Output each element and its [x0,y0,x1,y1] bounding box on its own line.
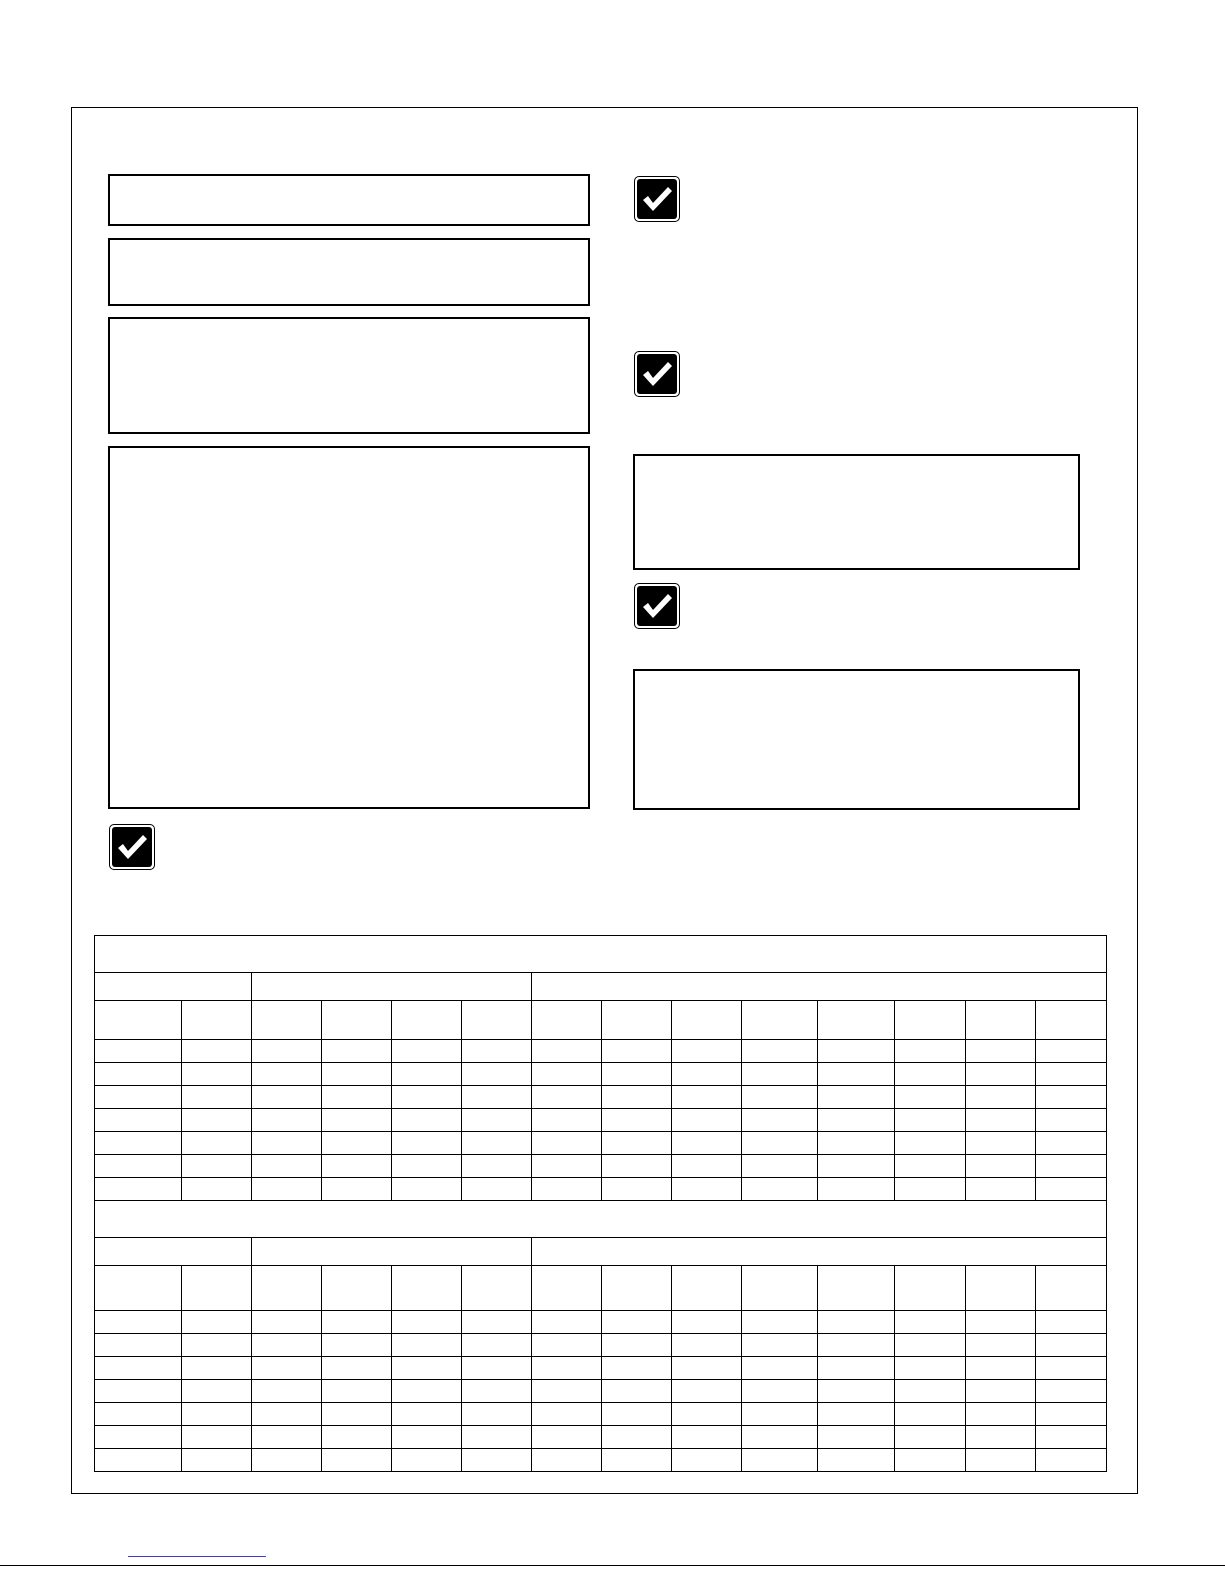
table-row [95,1063,1107,1086]
table-cell [672,1311,742,1334]
table-cell [742,1426,818,1449]
table-cell [532,1403,602,1426]
table-cell [252,1403,322,1426]
table-group-header [95,973,252,1001]
table-cell [1036,1086,1107,1109]
table-cell [392,1178,462,1201]
table-cell [742,1403,818,1426]
table-cell [672,1178,742,1201]
table-cell [818,1334,895,1357]
table-cell [182,1311,252,1334]
table-cell [602,1109,672,1132]
table-cell [742,1132,818,1155]
table-column-header [252,1001,322,1040]
table-cell [602,1449,672,1472]
table-cell [895,1178,966,1201]
checkmark-icon [109,824,155,870]
table-column-header [895,1001,966,1040]
table-section-title [95,936,1107,973]
table-cell [392,1426,462,1449]
table-cell [462,1155,532,1178]
table-cell [322,1155,392,1178]
table-cell [672,1380,742,1403]
table-cell [95,1178,182,1201]
table-cell [252,1449,322,1472]
table-cell [602,1426,672,1449]
table-cell [182,1178,252,1201]
table-cell [322,1086,392,1109]
table-cell [742,1178,818,1201]
table-cell [532,1132,602,1155]
table-row [95,1086,1107,1109]
table-cell [602,1380,672,1403]
table-column-header [1036,1266,1107,1311]
table-cell [252,1380,322,1403]
table-column-header [818,1266,895,1311]
table-cell [966,1086,1036,1109]
callout-box-1 [108,174,590,226]
table-cell [532,1109,602,1132]
table-cell [818,1403,895,1426]
table-cell [532,1380,602,1403]
table-cell [462,1178,532,1201]
table-cell [182,1403,252,1426]
table-cell [95,1426,182,1449]
table-cell [966,1040,1036,1063]
table-cell [672,1426,742,1449]
table-row [95,1132,1107,1155]
table-cell [818,1178,895,1201]
footer-rule [0,1565,1225,1566]
table-cell [462,1380,532,1403]
table-cell [1036,1132,1107,1155]
table-cell [742,1155,818,1178]
table-cell [1036,1449,1107,1472]
table-cell [818,1380,895,1403]
table-cell [742,1063,818,1086]
table-cell [392,1311,462,1334]
table-cell [895,1426,966,1449]
callout-box-6 [633,669,1080,810]
table-cell [462,1086,532,1109]
table-cell [672,1449,742,1472]
table-cell [532,1178,602,1201]
table-cell [462,1449,532,1472]
table-row [95,1380,1107,1403]
table-cell [462,1334,532,1357]
table-cell [895,1449,966,1472]
table-row [95,1403,1107,1426]
table-cell [818,1086,895,1109]
table-cell [462,1357,532,1380]
table-cell [672,1040,742,1063]
table-cell [602,1311,672,1334]
table-cell [1036,1426,1107,1449]
table-cell [322,1109,392,1132]
table-cell [252,1357,322,1380]
table-cell [818,1132,895,1155]
table-cell [532,1155,602,1178]
table-cell [742,1040,818,1063]
table-cell [818,1449,895,1472]
table-cell [742,1109,818,1132]
table-cell [1036,1357,1107,1380]
table-cell [602,1086,672,1109]
table-cell [966,1063,1036,1086]
table-column-header [742,1001,818,1040]
table-cell [95,1040,182,1063]
table-cell [966,1449,1036,1472]
table-cell [95,1449,182,1472]
table-cell [742,1086,818,1109]
table-cell [1036,1063,1107,1086]
footer-link[interactable] [128,1556,266,1557]
table-cell [1036,1155,1107,1178]
table-cell [1036,1311,1107,1334]
table-cell [742,1311,818,1334]
table-cell [462,1040,532,1063]
table-cell [895,1086,966,1109]
table-cell [966,1403,1036,1426]
table-cell [1036,1040,1107,1063]
table-cell [462,1132,532,1155]
table-column-header [672,1266,742,1311]
table-cell [532,1449,602,1472]
table-cell [1036,1109,1107,1132]
checkmark-icon [634,351,680,397]
table-section-title [95,1201,1107,1238]
table-cell [322,1132,392,1155]
table-cell [1036,1380,1107,1403]
table-cell [532,1334,602,1357]
table-cell [895,1063,966,1086]
table-cell [895,1334,966,1357]
table-cell [602,1040,672,1063]
table-cell [322,1334,392,1357]
table-cell [95,1063,182,1086]
checkmark-icon [634,583,680,629]
table-cell [392,1334,462,1357]
callout-box-3 [108,317,590,434]
table-column-header [252,1266,322,1311]
table-column-header [322,1266,392,1311]
table-cell [392,1357,462,1380]
table-column-header [602,1001,672,1040]
table-cell [602,1132,672,1155]
table-cell [818,1040,895,1063]
table-cell [818,1357,895,1380]
table-column-header [818,1001,895,1040]
table-cell [392,1040,462,1063]
table-cell [95,1403,182,1426]
table-cell [742,1449,818,1472]
table-row [95,1178,1107,1201]
table-cell [818,1311,895,1334]
table-cell [182,1449,252,1472]
table-row [95,1334,1107,1357]
table-cell [392,1086,462,1109]
table-row [95,1109,1107,1132]
table-cell [602,1357,672,1380]
table-column-header [966,1266,1036,1311]
table-cell [322,1178,392,1201]
table-cell [742,1357,818,1380]
table-cell [252,1063,322,1086]
table-column-header [672,1001,742,1040]
table-cell [966,1311,1036,1334]
table-cell [895,1380,966,1403]
table-cell [252,1311,322,1334]
table-cell [322,1063,392,1086]
table-cell [672,1357,742,1380]
table-cell [95,1155,182,1178]
table-cell [182,1155,252,1178]
table-cell [182,1063,252,1086]
table-cell [182,1334,252,1357]
table-cell [672,1334,742,1357]
table-cell [672,1403,742,1426]
table-column-header [182,1001,252,1040]
table-cell [182,1380,252,1403]
table-cell [532,1063,602,1086]
table-cell [966,1334,1036,1357]
table-cell [322,1403,392,1426]
table-cell [322,1449,392,1472]
table-cell [182,1132,252,1155]
table-row [95,1040,1107,1063]
table-cell [602,1403,672,1426]
table-cell [672,1132,742,1155]
table-cell [895,1403,966,1426]
table-row [95,1449,1107,1472]
table-column-header [966,1001,1036,1040]
table-row [95,1426,1107,1449]
table-cell [252,1426,322,1449]
table-cell [1036,1178,1107,1201]
table-cell [252,1132,322,1155]
table-cell [895,1040,966,1063]
table-cell [818,1155,895,1178]
table-cell [322,1040,392,1063]
callout-box-5 [633,454,1080,570]
table-cell [966,1155,1036,1178]
callout-box-4 [108,446,590,809]
table-cell [252,1109,322,1132]
table-row [95,1155,1107,1178]
table-cell [672,1086,742,1109]
table-cell [895,1155,966,1178]
table-cell [95,1109,182,1132]
table-cell [462,1426,532,1449]
table-cell [602,1063,672,1086]
table-cell [532,1311,602,1334]
table-cell [462,1403,532,1426]
table-cell [182,1086,252,1109]
table-cell [742,1334,818,1357]
table-cell [895,1109,966,1132]
checkmark-icon [634,176,680,222]
table-cell [322,1357,392,1380]
table-cell [966,1178,1036,1201]
table-column-header [532,1266,602,1311]
table-cell [392,1380,462,1403]
table-cell [392,1109,462,1132]
table-cell [462,1311,532,1334]
table-cell [532,1086,602,1109]
table-cell [532,1426,602,1449]
table-cell [818,1109,895,1132]
table-cell [252,1178,322,1201]
table-cell [322,1311,392,1334]
table-column-header [392,1266,462,1311]
table-row [95,1311,1107,1334]
table-row [95,1357,1107,1380]
table-cell [532,1357,602,1380]
table-cell [252,1086,322,1109]
table-cell [895,1357,966,1380]
table-cell [742,1380,818,1403]
table-cell [966,1380,1036,1403]
table-group-header [532,973,1107,1001]
table-cell [322,1380,392,1403]
table-cell [95,1311,182,1334]
table-cell [252,1334,322,1357]
table-cell [1036,1334,1107,1357]
table-cell [966,1132,1036,1155]
table-column-header [895,1266,966,1311]
table-column-header [95,1266,182,1311]
table-column-header [462,1001,532,1040]
table-cell [182,1109,252,1132]
table-cell [392,1132,462,1155]
table-cell [966,1357,1036,1380]
table-cell [95,1380,182,1403]
table-cell [462,1063,532,1086]
table-cell [602,1178,672,1201]
table-cell [818,1426,895,1449]
table-cell [672,1109,742,1132]
table-cell [95,1086,182,1109]
table-cell [895,1132,966,1155]
table-cell [672,1063,742,1086]
table-cell [602,1334,672,1357]
table-cell [602,1155,672,1178]
table-cell [392,1403,462,1426]
table-column-header [392,1001,462,1040]
table-column-header [462,1266,532,1311]
table-group-header [252,1238,532,1266]
callout-box-2 [108,238,590,306]
table-cell [252,1155,322,1178]
table-column-header [322,1001,392,1040]
table-cell [252,1040,322,1063]
table-cell [182,1426,252,1449]
table-cell [966,1109,1036,1132]
table-cell [672,1155,742,1178]
table-cell [818,1063,895,1086]
table-cell [95,1334,182,1357]
table-column-header [1036,1001,1107,1040]
table-group-header [252,973,532,1001]
table-cell [95,1132,182,1155]
table-cell [392,1155,462,1178]
table-cell [895,1311,966,1334]
table-cell [462,1109,532,1132]
table-cell [182,1040,252,1063]
table-cell [95,1357,182,1380]
table-cell [532,1040,602,1063]
table-group-header [95,1238,252,1266]
table-cell [182,1357,252,1380]
table-column-header [742,1266,818,1311]
table-cell [1036,1403,1107,1426]
table-column-header [95,1001,182,1040]
table-cell [392,1449,462,1472]
table-group-header [532,1238,1107,1266]
table-cell [966,1426,1036,1449]
table-column-header [532,1001,602,1040]
table-column-header [182,1266,252,1311]
table-cell [392,1063,462,1086]
table-cell [322,1426,392,1449]
data-table [94,935,1107,1472]
table-column-header [602,1266,672,1311]
